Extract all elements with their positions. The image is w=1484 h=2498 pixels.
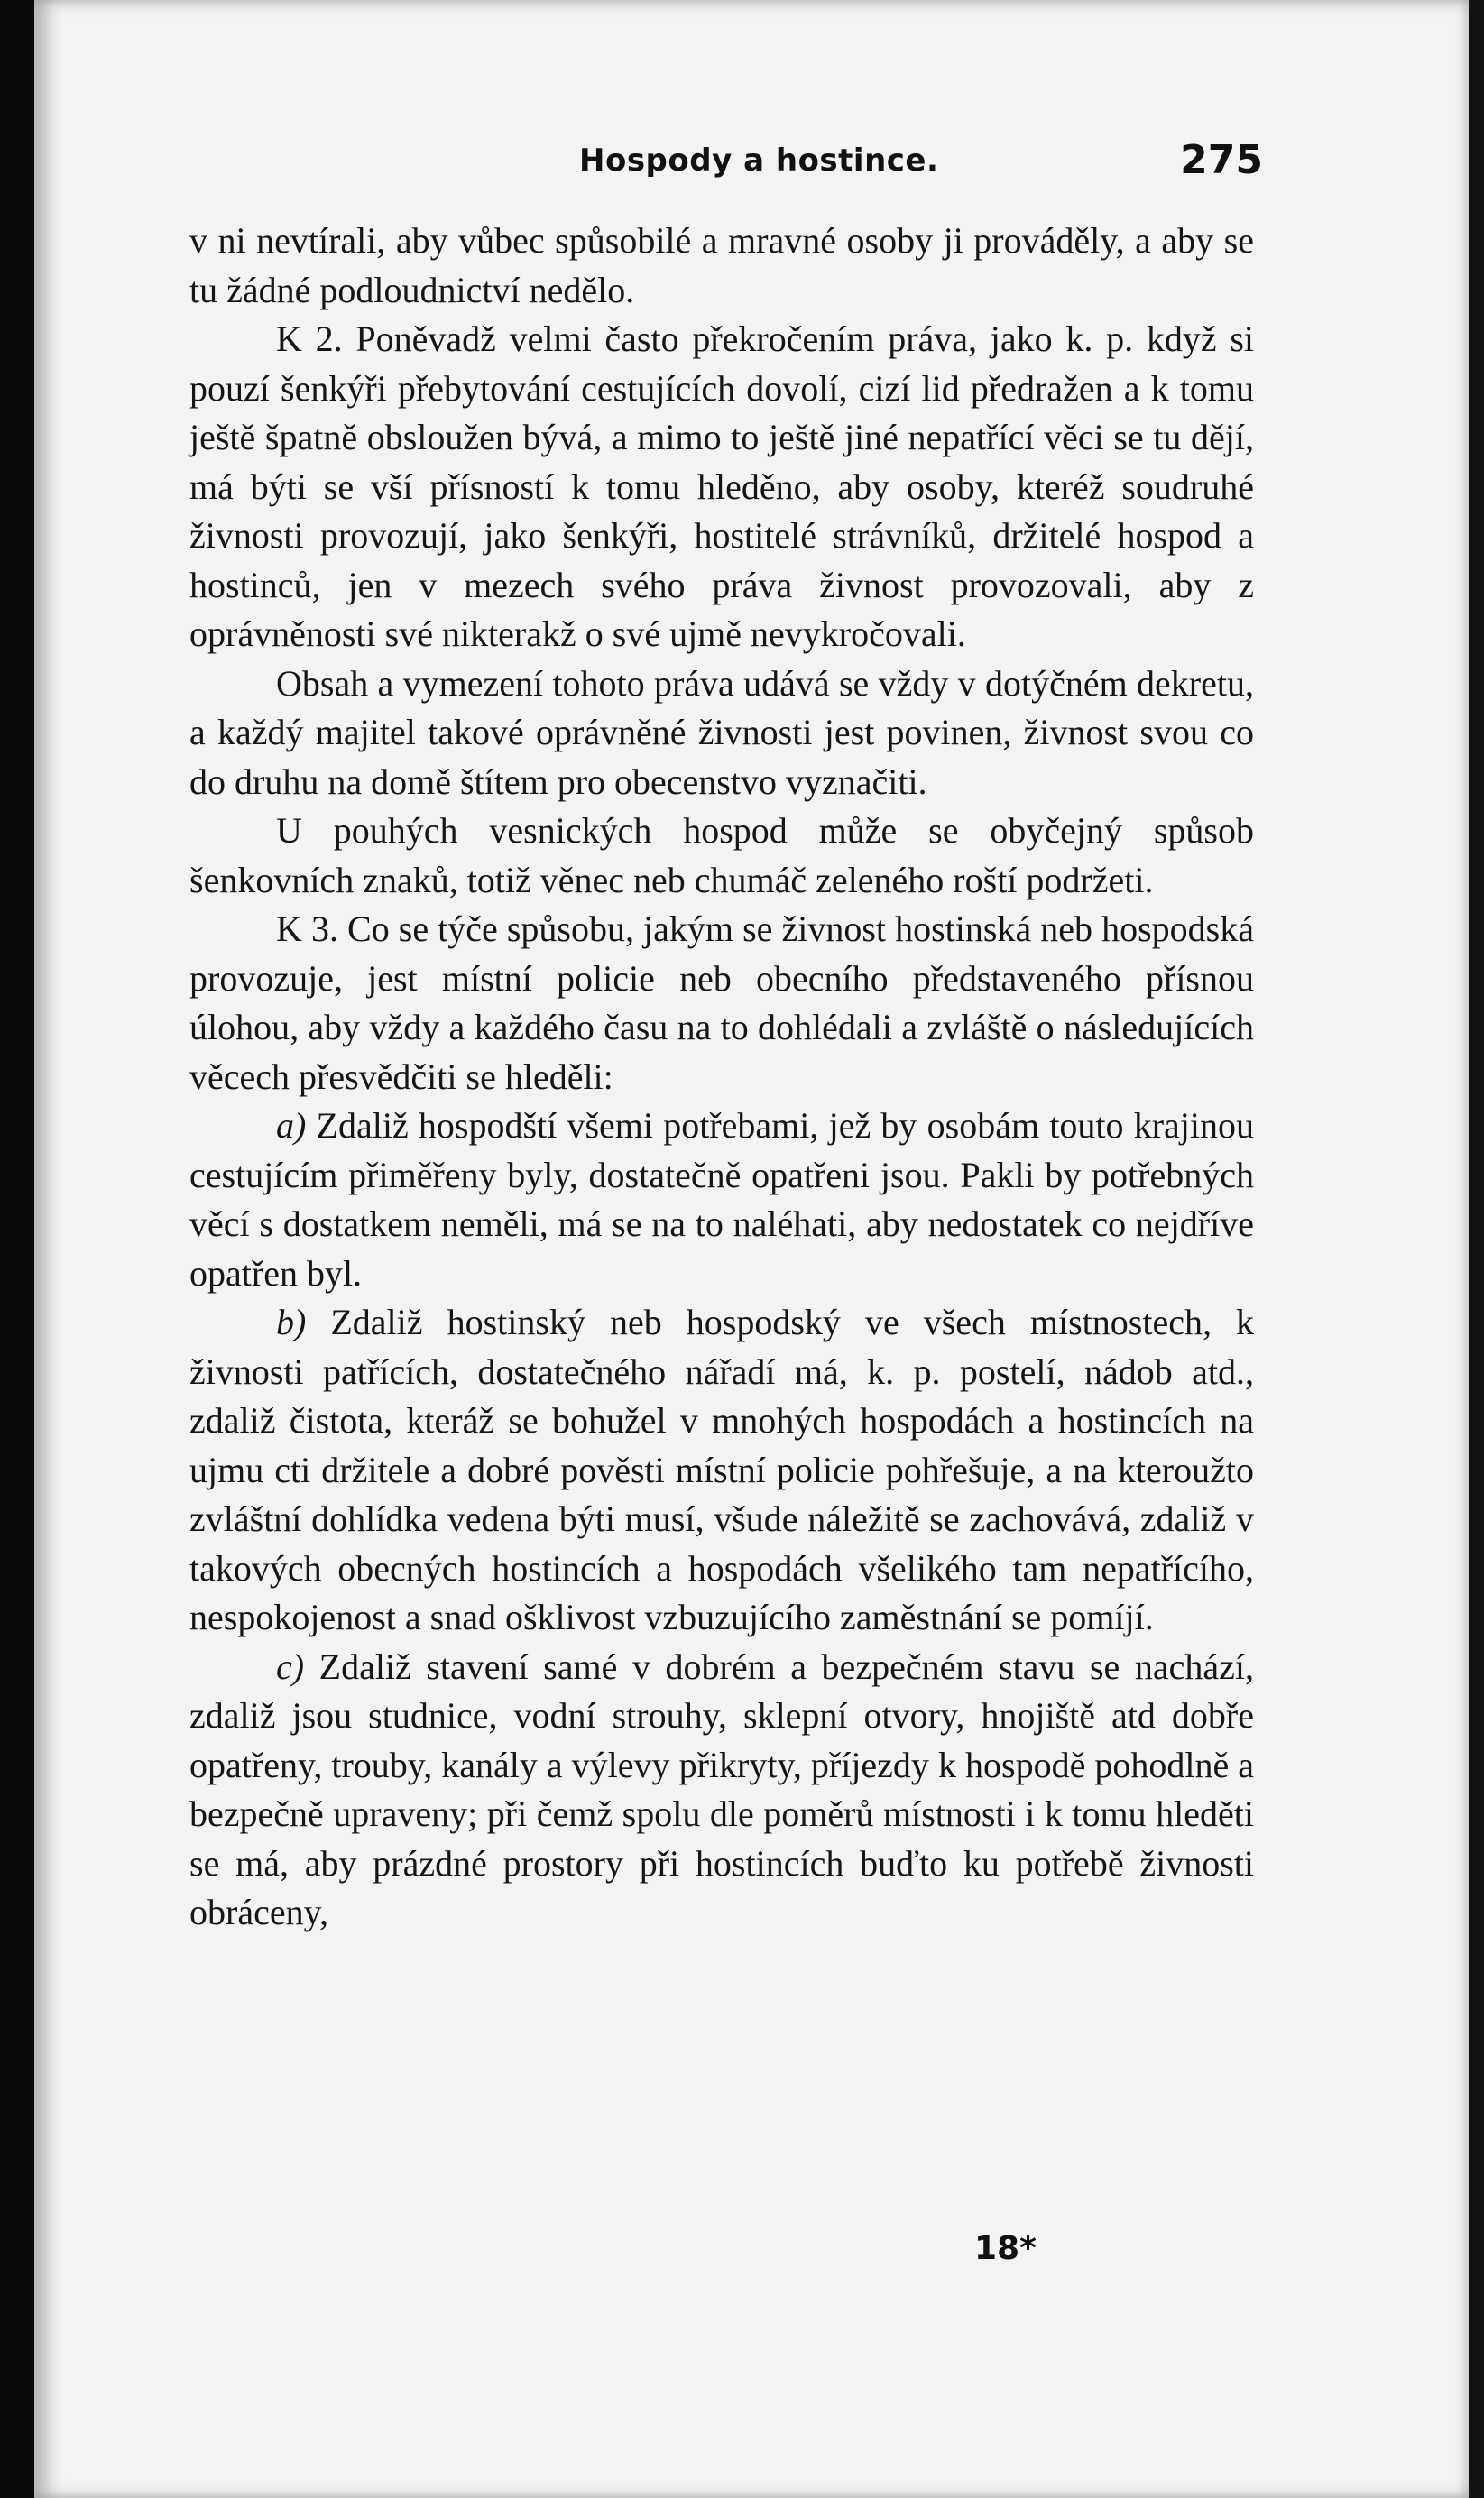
scan-right-edge [1469, 0, 1484, 2498]
list-marker-a: a) [276, 1105, 307, 1146]
signature-mark: 18* [974, 2230, 1037, 2267]
paragraph-continuation: v ni nevtírali, aby vůbec spůsobilé a mravné osoby ji prováděly, a aby se tu žádné podloudnictví nedělo. [189, 220, 1254, 310]
list-marker-b: b) [276, 1302, 307, 1342]
paragraph-vesnicke-hospody: U pouhých vesnických hospod může se obyčejný spůsob šenkovních znaků, totiž věnec neb chumáč zeleného roští podržeti. [189, 810, 1254, 900]
scan-left-edge [0, 0, 34, 2498]
running-title: Hospody a hostince. [579, 143, 939, 179]
body-text [189, 217, 1254, 1938]
list-item-a: a) Zdaliž hospodští všemi potřebami, jež by osobám touto krajinou cestujícím přiměřeny byly, dostatečně opatřeni jsou. Pakli by potřebných věcí s dostatkem neměli, má se na to naléhati, aby nedostatek co nejdříve opatřen byl. [189, 1105, 1254, 1294]
list-item-b: b) Zdaliž hostinský neb hospodský ve všech místnostech, k živnosti patřících, dostatečného nářadí má, k. p. postelí, nádob atd., zdaliž čistota, kteráž se bohužel v mnohých hospodách a hostincích na ujmu cti držitele a dobré pověsti místní policie pohřešuje, a na kteroužto zvláštní dohlídka vedena býti musí, všude náležitě se zachovává, zdaliž v takových obecných hostincích a hospodách všelikého tam nepatřícího, nespokojenost a snad ošklivost vzbuzujícího zaměstnání se pomíjí. [189, 1302, 1254, 1637]
page-header [541, 137, 1272, 197]
paragraph-section-3: K 3. Co se týče spůsobu, jakým se živnost hostinská neb hospodská provozuje, jest místní policie neb obecního představeného přísnou úlohou, aby vždy a každého času na to dohlédali a zvláště o následujících věcech přesvědčiti se hleděli: [189, 908, 1254, 1097]
list-item-c: c) Zdaliž stavení samé v dobrém a bezpečném stavu se nachází, zdaliž jsou studnice, vodní strouhy, sklepní otvory, hnojiště atd dobře opatřeny, trouby, kanály a výlevy přikryty, příjezdy k hospodě pohodlně a bezpečně upraveny; při čemž spolu dle poměrů místnosti i k tomu hleděti se má, aby prázdné prostory při hostincích buďto ku potřebě živnosti obráceny, [189, 1645, 1254, 1932]
paragraph-section-2: K 2. Poněvadž velmi často překročením práva, jako k. p. když si pouzí šenkýři přebytování cestujících dovolí, cizí lid předražen a k tomu ještě špatně obsloužen bývá, a mimo to ještě jiné nepatřící věci se tu dějí, má býti se vší přísností k tomu hleděno, aby osoby, kteréž soudruhé živnosti provozují, jako šenkýři, hostitelé strávníků, držitelé hospod a hostinců, jen v mezech svého práva živnost provozovali, aby z oprávněnosti své nikterakž o své ujmě nevykročovali. [189, 318, 1254, 654]
page-number: 275 [1180, 137, 1263, 183]
paragraph-obsah: Obsah a vymezení tohoto práva udává se vždy v dotýčném dekretu, a každý majitel takové oprávněné živnosti jest povinen, živnost svou co do druhu na domě štítem pro obecenstvo vyznačiti. [189, 662, 1254, 802]
list-marker-c: c) [276, 1645, 305, 1687]
